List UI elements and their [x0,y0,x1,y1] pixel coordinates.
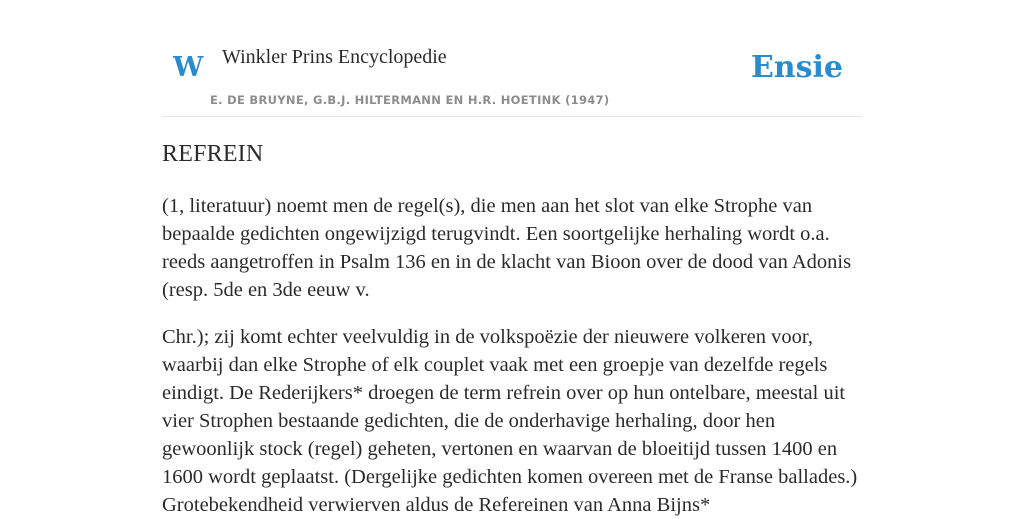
publication-authors: E. DE BRUYNE, G.B.J. HILTERMANN EN H.R. HOETINK (1947) [210,93,610,107]
page-content [162,0,862,516]
entry-paragraph: Chr.); zij komt echter veelvuldig in de volkspoëzie der nieuwere volkeren voor, waarbij dan elke Strophe of elk couplet vaak met een groepje van dezelfde regels eindigt. De Rederijkers* droegen de term refrein over op hun ontelbare, meestal uit vier Strophen bestaande gedichten, die de onderhavige herhaling, door hen gewoonlijk stock (regel) geheten, vertonen en waarvan de bloeitijd tussen 1400 en 1600 wordt geplaatst. (Dergelijke gedichten komen overeen met de Franse ballades.) Grotebekendheid verwierven aldus de Refereinen van Anna Bijns* [162,326,858,516]
publication-title[interactable]: Winkler Prins Encyclopedie [222,46,447,68]
entry-paragraph: (1, literatuur) noemt men de regel(s), die men aan het slot van elke Strophe van bepaalde gedichten ongewijzigd terugvindt. Een soortgelijke herhaling wordt o.a. reeds aangetroffen in Psalm 136 en in de klacht van Bioon over de dood van Adonis (resp. 5de en 3de eeuw v. [162,195,852,301]
entry-headword: REFREIN [162,141,264,167]
encyclopedia-header [162,0,862,117]
winkler-prins-logo[interactable]: W [173,52,204,83]
ensie-logo[interactable]: Ensie [750,50,843,85]
